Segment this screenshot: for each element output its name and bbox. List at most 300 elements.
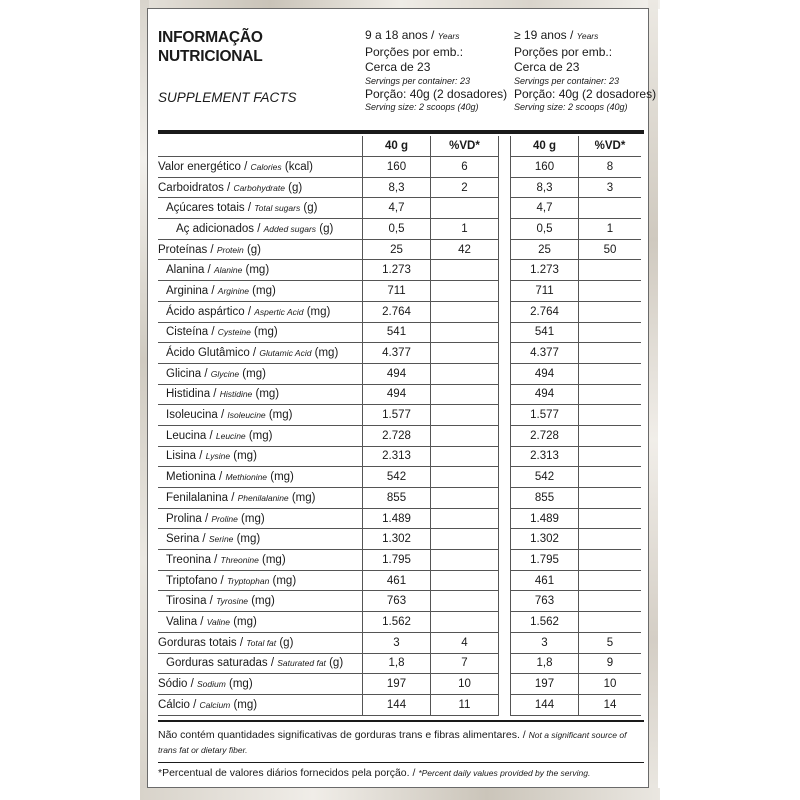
nutrient-unit: (mg): [252, 388, 280, 401]
nutrient-unit: (mg): [269, 574, 297, 587]
table-row: [158, 198, 641, 219]
amount-kids: 4,7: [363, 198, 431, 219]
column-gap: [499, 529, 511, 550]
nutrient-name-en: Carbohydrate: [233, 182, 285, 193]
nutrient-unit: (g): [300, 202, 318, 215]
vd-adults: [579, 322, 642, 343]
vd-kids: [431, 488, 499, 509]
footnote-divider: [158, 762, 644, 763]
nutrient-unit: (mg): [248, 284, 276, 297]
table-row: [158, 508, 641, 529]
footnote-daily-values-en: *Percent daily values provided by the serving.: [418, 768, 591, 778]
vd-adults: 14: [579, 694, 642, 715]
amount-kids: 2.313: [363, 446, 431, 467]
column-gap: [499, 612, 511, 633]
amount-kids: 1.302: [363, 529, 431, 550]
column-gap: [499, 425, 511, 446]
nutrient-name: [158, 157, 363, 178]
table-row: [158, 612, 641, 633]
nutrient-unit: (g): [243, 243, 261, 256]
background-marble-right: [648, 0, 658, 800]
nutrient-name-en: Glutamic Acid: [259, 348, 312, 359]
column-gap: [499, 405, 511, 426]
amount-adults: 4,7: [511, 198, 579, 219]
vd-kids: [431, 550, 499, 571]
nutrient-name: [158, 363, 363, 384]
vd-adults: 5: [579, 632, 642, 653]
amount-kids: 711: [363, 281, 431, 302]
nutrient-name: [158, 570, 363, 591]
vd-kids: 7: [431, 653, 499, 674]
portions-label: Porções por emb.:: [514, 44, 613, 59]
nutrient-name-en: Total sugars: [254, 203, 301, 214]
header-column-adults: [514, 28, 656, 113]
column-gap: [499, 653, 511, 674]
nutrient-name-pt: Alanina /: [166, 264, 214, 277]
nutrient-name-pt: Proteínas /: [158, 243, 217, 256]
age-range-en: Years: [437, 31, 460, 41]
nutrient-name: [158, 467, 363, 488]
column-gap: [499, 219, 511, 240]
column-gap: [499, 322, 511, 343]
nutrient-name-en: Calories: [250, 161, 282, 172]
nutrient-name-en: Lysine: [205, 451, 231, 462]
amount-adults: 1.577: [511, 405, 579, 426]
label-title: INFORMAÇÃO NUTRICIONAL: [158, 29, 263, 65]
nutrient-unit: (mg): [242, 264, 270, 277]
vd-kids: [431, 612, 499, 633]
nutrient-unit: (mg): [250, 326, 278, 339]
vd-adults: [579, 612, 642, 633]
vd-kids: [431, 425, 499, 446]
nutrient-name-en: Serine: [208, 534, 234, 545]
nutrient-name-en: Tryptophan: [226, 575, 270, 586]
table-row: [158, 343, 641, 364]
table-header-empty: [158, 136, 363, 157]
amount-adults: 3: [511, 632, 579, 653]
nutrient-unit: (mg): [248, 595, 275, 608]
nutrient-name: [158, 550, 363, 571]
amount-kids: 2.728: [363, 425, 431, 446]
nutrient-name: [158, 612, 363, 633]
nutrient-name-en: Isoleucine: [227, 410, 266, 421]
amount-kids: 1.489: [363, 508, 431, 529]
vd-adults: [579, 198, 642, 219]
nutrient-name-pt: Isoleucina /: [166, 409, 228, 422]
nutrient-unit: (mg): [265, 409, 293, 422]
table-row: [158, 322, 641, 343]
column-header-vd-adults: %VD*: [579, 136, 642, 157]
nutrient-unit: (kcal): [281, 160, 313, 173]
nutrient-name-en: Total fat: [246, 637, 277, 648]
footnote-daily-values: [158, 767, 646, 779]
table-row: [158, 157, 641, 178]
amount-kids: 541: [363, 322, 431, 343]
amount-adults: 1,8: [511, 653, 579, 674]
table-row: [158, 281, 641, 302]
nutrient-name-pt: Cálcio /: [158, 698, 200, 711]
vd-kids: 4: [431, 632, 499, 653]
vd-adults: [579, 488, 642, 509]
amount-kids: 1.273: [363, 260, 431, 281]
amount-kids: 3: [363, 632, 431, 653]
vd-kids: 11: [431, 694, 499, 715]
nutrient-name: [158, 177, 363, 198]
nutrient-name-pt: Triptofano /: [166, 574, 227, 587]
footnote-trans-fat-en: Not a significant source of trans fat or dietary fiber.: [158, 730, 627, 755]
nutrient-name-pt: Fenilalanina /: [166, 491, 238, 504]
amount-adults: 711: [511, 281, 579, 302]
amount-kids: 0,5: [363, 219, 431, 240]
amount-adults: 160: [511, 157, 579, 178]
portions-value: Cerca de 23: [365, 60, 431, 74]
column-gap: [499, 591, 511, 612]
amount-adults: 855: [511, 488, 579, 509]
nutrient-name-en: Tyrosine: [216, 596, 249, 607]
header-column-kids: [365, 28, 507, 113]
vd-adults: 1: [579, 219, 642, 240]
nutrient-name-en: Protein: [216, 244, 244, 255]
nutrient-name-pt: Serina /: [166, 533, 209, 546]
nutrition-table: [158, 136, 641, 716]
table-row: [158, 425, 641, 446]
amount-kids: 542: [363, 467, 431, 488]
vd-adults: [579, 550, 642, 571]
vd-adults: [579, 508, 642, 529]
vd-kids: [431, 591, 499, 612]
table-row: [158, 405, 641, 426]
nutrient-name-en: Threonine: [220, 554, 259, 565]
amount-adults: 1.273: [511, 260, 579, 281]
amount-kids: 763: [363, 591, 431, 612]
nutrient-unit: (g): [325, 657, 344, 670]
column-header-amount-adults: 40 g: [511, 136, 579, 157]
nutrient-name: [158, 301, 363, 322]
nutrient-name-en: Alanine: [213, 265, 243, 276]
nutrient-name-en: Sodium: [197, 679, 226, 690]
nutrient-name-pt: Açúcares totais /: [166, 202, 255, 215]
nutrient-unit: (mg): [230, 450, 257, 463]
column-gap: [499, 177, 511, 198]
header-divider: [158, 130, 644, 134]
nutrient-name-pt: Lisina /: [166, 450, 206, 463]
vd-kids: [431, 260, 499, 281]
nutrient-name-en: Proline: [211, 513, 238, 524]
amount-adults: 542: [511, 467, 579, 488]
nutrient-name-en: Histidine: [219, 389, 253, 400]
vd-kids: [431, 405, 499, 426]
nutrient-unit: (mg): [233, 533, 261, 546]
nutrient-name-pt: Cisteína /: [166, 326, 218, 339]
nutrient-name: [158, 384, 363, 405]
nutrient-name: [158, 632, 363, 653]
vd-adults: [579, 467, 642, 488]
column-gap: [499, 488, 511, 509]
column-header-amount-kids: 40 g: [363, 136, 431, 157]
amount-kids: 4.377: [363, 343, 431, 364]
footnote-trans-fat: [158, 728, 646, 758]
column-gap: [499, 136, 511, 157]
amount-adults: 2.313: [511, 446, 579, 467]
nutrient-name-pt: Ácido Glutâmico /: [166, 347, 260, 360]
nutrient-unit: (mg): [245, 429, 273, 442]
table-row: [158, 363, 641, 384]
nutrient-name-pt: Valina /: [166, 615, 207, 628]
vd-kids: [431, 384, 499, 405]
nutrient-name-pt: Sódio /: [158, 678, 197, 691]
column-gap: [499, 674, 511, 695]
vd-kids: [431, 529, 499, 550]
amount-adults: 197: [511, 674, 579, 695]
nutrient-unit: (mg): [311, 347, 339, 360]
nutrient-name-en: Arginine: [217, 285, 249, 296]
column-gap: [499, 632, 511, 653]
nutrient-name: [158, 239, 363, 260]
vd-adults: 10: [579, 674, 642, 695]
amount-kids: 1.562: [363, 612, 431, 633]
nutrient-name: [158, 198, 363, 219]
table-row: [158, 177, 641, 198]
amount-kids: 1.577: [363, 405, 431, 426]
portion-size: Porção: 40g (2 dosadores): [365, 86, 508, 101]
vd-kids: [431, 467, 499, 488]
nutrient-name: [158, 425, 363, 446]
nutrient-name: [158, 653, 363, 674]
nutrient-unit: (mg): [237, 512, 265, 525]
nutrient-name-pt: Prolina /: [166, 512, 212, 525]
serving-size-en: Serving size: 2 scoops (40g): [365, 102, 479, 112]
table-row: [158, 219, 641, 240]
amount-kids: 855: [363, 488, 431, 509]
nutrient-name: [158, 488, 363, 509]
amount-adults: 494: [511, 363, 579, 384]
nutrient-name-pt: Histidina /: [166, 388, 220, 401]
table-row: [158, 529, 641, 550]
vd-adults: [579, 529, 642, 550]
nutrient-name: [158, 529, 363, 550]
amount-kids: 494: [363, 384, 431, 405]
vd-kids: 42: [431, 239, 499, 260]
table-row: [158, 239, 641, 260]
nutrient-name: [158, 343, 363, 364]
nutrient-unit: (mg): [303, 305, 331, 318]
supplement-facts-heading: SUPPLEMENT FACTS: [158, 90, 297, 105]
nutrient-name-pt: Gorduras totais /: [158, 636, 247, 649]
table-row: [158, 488, 641, 509]
nutrient-name: [158, 674, 363, 695]
table-row: [158, 260, 641, 281]
column-gap: [499, 301, 511, 322]
table-bottom-divider: [158, 720, 644, 722]
portions-label: Porções por emb.:: [365, 44, 464, 59]
table-row: [158, 653, 641, 674]
amount-adults: 144: [511, 694, 579, 715]
table-row: [158, 550, 641, 571]
nutrient-name-pt: Glicina /: [166, 367, 211, 380]
nutrient-name-pt: Aç adicionados /: [176, 222, 264, 235]
table-row: [158, 632, 641, 653]
nutrient-name-pt: Leucina /: [166, 429, 216, 442]
amount-adults: 1.795: [511, 550, 579, 571]
amount-adults: 1.302: [511, 529, 579, 550]
vd-kids: [431, 198, 499, 219]
table-row: [158, 591, 641, 612]
vd-adults: [579, 260, 642, 281]
nutrient-name-pt: Arginina /: [166, 284, 218, 297]
column-gap: [499, 343, 511, 364]
nutrient-name-pt: Metionina /: [166, 471, 226, 484]
nutrient-name-pt: Ácido aspártico /: [166, 305, 255, 318]
portions-value: Cerca de 23: [514, 60, 580, 74]
amount-adults: 0,5: [511, 219, 579, 240]
vd-kids: 10: [431, 674, 499, 695]
nutrient-name: [158, 446, 363, 467]
nutrient-name-pt: Carboidratos /: [158, 181, 234, 194]
nutrient-name: [158, 260, 363, 281]
column-gap: [499, 467, 511, 488]
vd-kids: [431, 570, 499, 591]
nutrient-name: [158, 694, 363, 715]
amount-adults: 1.489: [511, 508, 579, 529]
nutrient-unit: (mg): [230, 698, 258, 711]
vd-adults: [579, 363, 642, 384]
vd-adults: [579, 281, 642, 302]
table-row: [158, 446, 641, 467]
table-row: [158, 467, 641, 488]
column-gap: [499, 550, 511, 571]
nutrient-name: [158, 591, 363, 612]
column-gap: [499, 694, 511, 715]
vd-adults: [579, 384, 642, 405]
serving-size-en: Serving size: 2 scoops (40g): [514, 102, 628, 112]
servings-en: Servings per container: 23: [514, 75, 620, 86]
column-gap: [499, 198, 511, 219]
vd-adults: [579, 343, 642, 364]
portion-size: Porção: 40g (2 dosadores): [514, 86, 657, 101]
vd-adults: [579, 301, 642, 322]
nutrient-name-en: Cysteine: [217, 327, 251, 338]
column-gap: [499, 363, 511, 384]
nutrient-unit: (mg): [288, 491, 316, 504]
amount-adults: 763: [511, 591, 579, 612]
table-row: [158, 570, 641, 591]
amount-kids: 197: [363, 674, 431, 695]
amount-kids: 461: [363, 570, 431, 591]
vd-kids: [431, 301, 499, 322]
column-gap: [499, 570, 511, 591]
nutrient-unit: (g): [284, 181, 303, 194]
column-gap: [499, 508, 511, 529]
vd-adults: [579, 425, 642, 446]
vd-adults: 9: [579, 653, 642, 674]
amount-kids: 144: [363, 694, 431, 715]
vd-adults: 50: [579, 239, 642, 260]
amount-kids: 1.795: [363, 550, 431, 571]
nutrient-name-en: Valine: [206, 616, 231, 627]
nutrient-name-en: Phenilalanine: [237, 492, 289, 503]
vd-adults: 3: [579, 177, 642, 198]
vd-adults: [579, 405, 642, 426]
vd-kids: 1: [431, 219, 499, 240]
amount-adults: 8,3: [511, 177, 579, 198]
column-header-vd-kids: %VD*: [431, 136, 499, 157]
vd-adults: [579, 591, 642, 612]
column-gap: [499, 281, 511, 302]
nutrient-name: [158, 219, 363, 240]
table-row: [158, 384, 641, 405]
nutrient-name-pt: Tirosina /: [166, 595, 217, 608]
amount-kids: 2.764: [363, 301, 431, 322]
vd-kids: [431, 446, 499, 467]
nutrient-name: [158, 281, 363, 302]
nutrient-name-en: Glycine: [210, 368, 240, 379]
column-gap: [499, 384, 511, 405]
nutrient-name-pt: Treonina /: [166, 553, 221, 566]
nutrient-name: [158, 322, 363, 343]
amount-adults: 4.377: [511, 343, 579, 364]
amount-adults: 461: [511, 570, 579, 591]
amount-adults: 494: [511, 384, 579, 405]
age-range-en: Years: [576, 31, 599, 41]
amount-kids: 1,8: [363, 653, 431, 674]
vd-kids: 6: [431, 157, 499, 178]
vd-kids: [431, 343, 499, 364]
column-gap: [499, 239, 511, 260]
vd-adults: [579, 570, 642, 591]
nutrient-name-en: Methionine: [225, 472, 268, 483]
nutrient-name: [158, 508, 363, 529]
nutrient-unit: (mg): [267, 471, 294, 484]
column-gap: [499, 157, 511, 178]
nutrient-name-en: Leucine: [215, 430, 246, 441]
nutrient-name-en: Added sugars: [263, 223, 317, 234]
nutrient-name: [158, 405, 363, 426]
amount-adults: 1.562: [511, 612, 579, 633]
age-range: ≥ 19 anos /: [514, 28, 574, 42]
vd-kids: 2: [431, 177, 499, 198]
nutrient-unit: (g): [276, 636, 294, 649]
vd-kids: [431, 322, 499, 343]
nutrient-name-en: Saturated fat: [277, 658, 326, 669]
amount-kids: 494: [363, 363, 431, 384]
vd-kids: [431, 363, 499, 384]
amount-kids: 25: [363, 239, 431, 260]
footnote-daily-values-pt: *Percentual de valores diários fornecidos pela porção. /: [158, 767, 419, 779]
nutrient-name-pt: Gorduras saturadas /: [166, 657, 278, 670]
nutrient-name-en: Calcium: [199, 699, 231, 710]
nutrient-name-pt: Valor energético /: [158, 160, 251, 173]
amount-adults: 541: [511, 322, 579, 343]
amount-kids: 160: [363, 157, 431, 178]
amount-kids: 8,3: [363, 177, 431, 198]
nutrient-unit: (mg): [239, 367, 266, 380]
nutrient-unit: (mg): [230, 615, 257, 628]
nutrient-unit: (mg): [258, 553, 286, 566]
table-row: [158, 301, 641, 322]
vd-adults: 8: [579, 157, 642, 178]
table-row: [158, 674, 641, 695]
vd-kids: [431, 508, 499, 529]
age-range: 9 a 18 anos /: [365, 28, 435, 42]
amount-adults: 2.764: [511, 301, 579, 322]
amount-adults: 2.728: [511, 425, 579, 446]
background-marble-bottom: [140, 788, 660, 800]
nutrient-unit: (g): [316, 222, 334, 235]
servings-en: Servings per container: 23: [365, 75, 471, 86]
vd-kids: [431, 281, 499, 302]
column-gap: [499, 260, 511, 281]
table-header-row: [158, 136, 641, 157]
